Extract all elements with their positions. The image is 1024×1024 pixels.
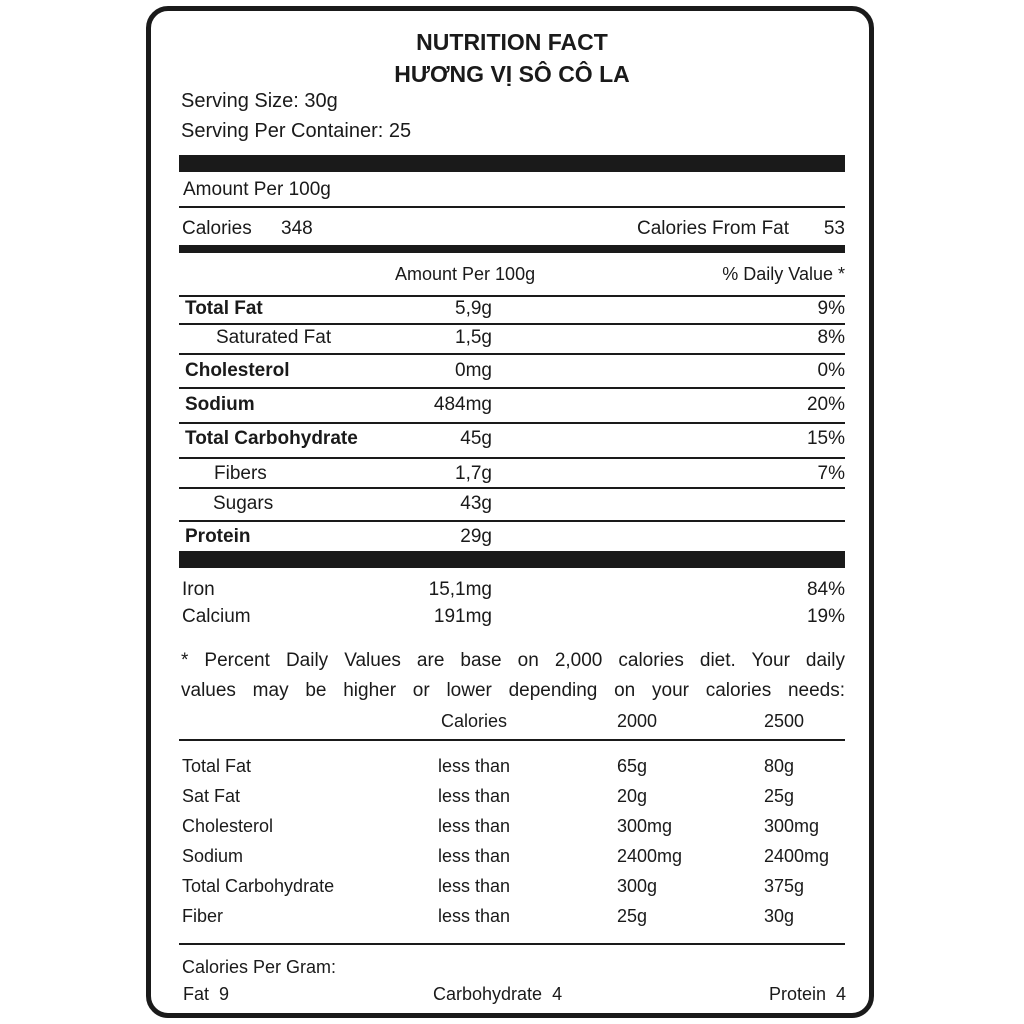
reference-row-qualifier: less than	[438, 816, 511, 836]
nutrient-daily-value: 8%	[817, 327, 845, 348]
reference-row-qualifier: less than	[438, 756, 511, 776]
divider	[179, 520, 845, 522]
nutrient-daily-value: 20%	[806, 394, 845, 415]
divider	[179, 457, 845, 459]
divider	[179, 353, 845, 355]
reference-row-qualifier: less than	[438, 846, 511, 866]
reference-row-2000: 65g	[617, 756, 648, 776]
label-title: NUTRITION FACT	[416, 29, 608, 55]
nutrient-name: Sugars	[213, 493, 274, 514]
nutrient-daily-value: 15%	[806, 428, 845, 449]
footnote-line: values may be higher or lower depending on your calories needs:	[181, 680, 845, 701]
divider	[179, 422, 845, 424]
reference-header-calories: Calories	[441, 711, 508, 731]
reference-row-name: Sat Fat	[182, 786, 241, 806]
reference-row-name: Sodium	[182, 846, 244, 866]
divider	[179, 323, 845, 325]
calories-per-gram-protein: Protein 4	[768, 984, 846, 1004]
nutrient-name: Fibers	[214, 463, 267, 484]
mineral-name: Iron	[182, 579, 215, 600]
reference-row-qualifier: less than	[438, 786, 511, 806]
nutrient-amount: 1,7g	[455, 463, 492, 484]
reference-row-qualifier: less than	[438, 876, 511, 896]
mineral-daily-value: 19%	[806, 606, 845, 627]
reference-header-2500: 2500	[764, 711, 805, 731]
nutrient-name: Cholesterol	[185, 360, 290, 381]
calories-from-fat-label: Calories From Fat	[637, 218, 790, 239]
serving-size: Serving Size: 30g	[181, 90, 338, 112]
reference-row-2500: 30g	[764, 906, 795, 926]
nutrient-name: Protein	[185, 526, 251, 547]
reference-row-2000: 25g	[617, 906, 648, 926]
calories-per-gram-carbohydrate: Carbohydrate 4	[433, 984, 563, 1004]
nutrient-daily-value: 9%	[817, 298, 845, 319]
reference-row-2500: 300mg	[764, 816, 820, 836]
divider	[179, 206, 845, 208]
divider	[179, 487, 845, 489]
reference-row-name: Total Carbohydrate	[182, 876, 335, 896]
nutrient-amount: 0mg	[455, 360, 492, 381]
medium-divider	[179, 245, 845, 253]
reference-row-2000: 300g	[617, 876, 658, 896]
nutrient-name: Total Fat	[185, 298, 263, 319]
divider	[179, 387, 845, 389]
divider	[179, 943, 845, 945]
nutrient-amount: 43g	[460, 493, 492, 514]
nutrient-amount: 5,9g	[455, 298, 492, 319]
calories-value: 348	[281, 218, 313, 239]
divider	[179, 295, 845, 297]
reference-row-name: Total Fat	[182, 756, 252, 776]
calories-per-gram-label: Calories Per Gram:	[182, 957, 337, 977]
reference-row-2000: 300mg	[617, 816, 673, 836]
reference-row-2500: 25g	[764, 786, 795, 806]
reference-row-2500: 2400mg	[764, 846, 830, 866]
nutrient-name: Saturated Fat	[216, 327, 332, 348]
footnote-line: * Percent Daily Values are base on 2,000 calories diet. Your daily	[181, 650, 845, 671]
calories-label: Calories	[182, 218, 252, 239]
thick-divider	[179, 551, 845, 568]
mineral-amount: 15,1mg	[428, 579, 492, 600]
thick-divider	[179, 155, 845, 172]
calories-per-gram-fat: Fat 9	[183, 984, 230, 1004]
divider	[179, 739, 845, 741]
nutrient-name: Sodium	[185, 394, 255, 415]
mineral-amount: 191mg	[433, 606, 492, 627]
reference-row-2000: 20g	[617, 786, 648, 806]
label-subtitle: HƯƠNG VỊ SÔ CÔ LA	[394, 61, 630, 87]
nutrient-daily-value: 0%	[817, 360, 845, 381]
amount-column-header: Amount Per 100g	[395, 264, 536, 284]
reference-row-qualifier: less than	[438, 906, 511, 926]
reference-row-name: Fiber	[182, 906, 224, 926]
reference-row-name: Cholesterol	[182, 816, 274, 836]
serving-per-container: Serving Per Container: 25	[181, 120, 412, 142]
reference-row-2000: 2400mg	[617, 846, 683, 866]
daily-value-column-header: % Daily Value *	[722, 264, 845, 284]
nutrient-amount: 29g	[460, 526, 492, 547]
amount-per-label: Amount Per 100g	[183, 179, 331, 200]
mineral-daily-value: 84%	[806, 579, 845, 600]
nutrient-amount: 1,5g	[455, 327, 492, 348]
calories-from-fat-value: 53	[823, 218, 845, 239]
reference-row-2500: 375g	[764, 876, 805, 896]
reference-header-2000: 2000	[617, 711, 658, 731]
reference-row-2500: 80g	[764, 756, 795, 776]
mineral-name: Calcium	[182, 606, 251, 627]
nutrient-amount: 45g	[460, 428, 492, 449]
nutrient-amount: 484mg	[433, 394, 492, 415]
nutrient-daily-value: 7%	[817, 463, 845, 484]
nutrient-name: Total Carbohydrate	[185, 428, 358, 449]
